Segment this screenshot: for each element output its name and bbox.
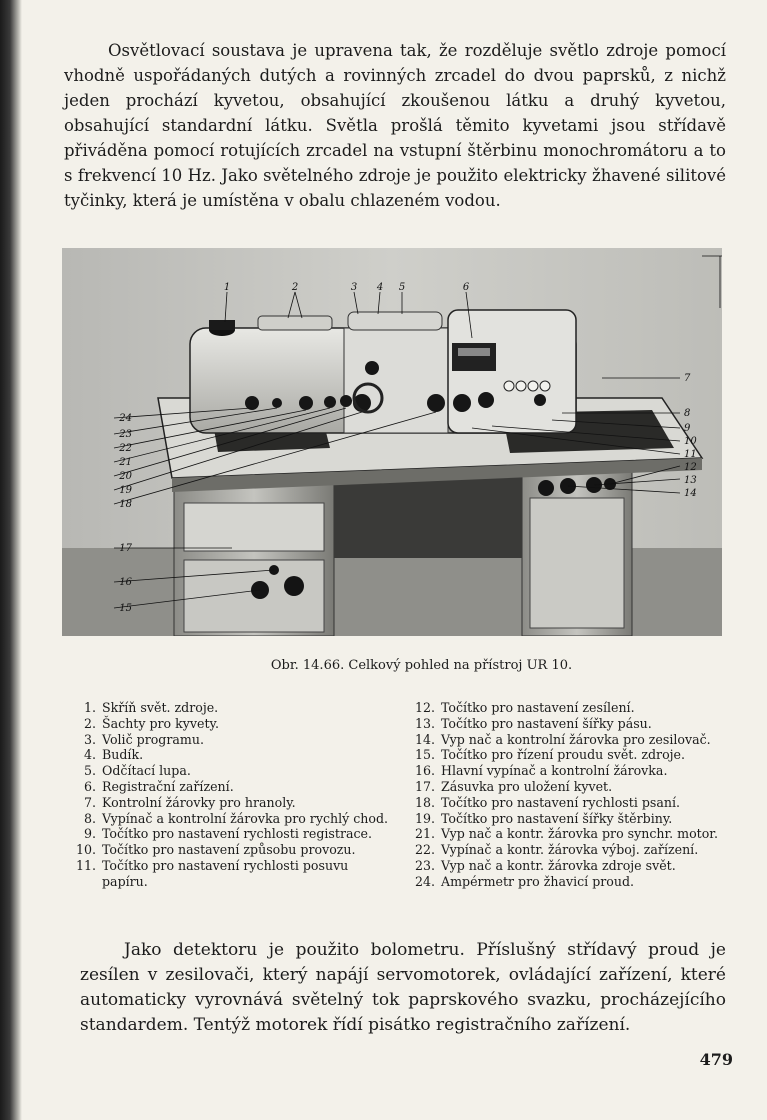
legend-number: 5. [83, 763, 96, 779]
legend-item [412, 811, 734, 827]
legend-text: Točítko pro nastavení rychlosti psaní. [441, 794, 681, 810]
callout-number: 20 [119, 471, 132, 482]
callout-number: 6 [462, 282, 470, 293]
legend-item [73, 732, 393, 748]
legend-number: 9. [83, 826, 96, 842]
legend-number: 13. [414, 715, 435, 731]
legend-number: 16. [414, 763, 435, 779]
figure-caption: Obr. 14.66. Celkový pohled na přístroj UR 10. [270, 658, 573, 673]
legend-text: Budík. [102, 747, 144, 763]
legend-item [412, 826, 734, 842]
legend-item [412, 732, 734, 748]
legend-item [73, 779, 393, 795]
legend-number: 4. [83, 747, 96, 763]
legend-text: Skříň svět. zdroje. [102, 700, 219, 715]
intro-text: Osvětlovací soustava je upravena tak, že rozděluje světlo zdroje pomocí vhodně uspořádaných dutých a rovinných zrcadel do dvou paprsků, z nichž jeden prochází kyvetou, obsahující zkoušenou látku a druhý kyvetou, obsahující standardní látku. Světla prošlá těmito kyvetami jsou střídavě přiváděna pomocí rotujících zrcadel na vstupní štěrbinu monochromátoru a to s frekvencí 10 Hz. Jako světelného zdroje je použito elektricky žhavené silitové tyčinky, která je umístěna v obalu chlazeném vodou. [64, 41, 726, 210]
legend-text: Točítko pro nastavení šířky pásu. [441, 715, 652, 731]
closing-paragraph [80, 938, 726, 1038]
legend-number: 24. [414, 873, 435, 889]
page-number: 479 [699, 1050, 733, 1069]
legend-item [73, 811, 393, 827]
legend-number: 7. [83, 794, 96, 810]
legend-item [412, 842, 734, 858]
legend-item [412, 779, 734, 795]
legend-item [412, 874, 734, 890]
legend-item [73, 747, 393, 763]
legend-text: Registrační zařízení. [102, 778, 234, 794]
legend-text: Točítko pro nastavení zesílení. [441, 700, 635, 715]
callout-number: 24 [119, 413, 132, 424]
legend-number: 22. [414, 842, 435, 858]
legend-number: 21. [414, 826, 435, 842]
legend-item [412, 747, 734, 763]
callout-number: 12 [684, 462, 697, 473]
legend-number: 14. [414, 731, 435, 747]
legend-text: Vypínač a kontr. žárovka výboj. zařízení. [441, 842, 699, 858]
callout-number: 3 [350, 282, 358, 293]
legend-text: Točítko pro nastavení šířky štěrbiny. [441, 810, 673, 826]
legend-text: Točítko pro řízení proudu svět. zdroje. [441, 747, 686, 763]
callout-number: 15 [119, 603, 132, 614]
callout-number: 22 [119, 443, 132, 454]
legend-number: 11. [75, 857, 96, 873]
legend-text: Zásuvka pro uložení kyvet. [441, 778, 613, 794]
callout-number: 18 [119, 499, 132, 510]
legend-number: 18. [414, 794, 435, 810]
legend-right-column [412, 700, 734, 890]
callout-number: 17 [119, 543, 132, 554]
callout-number: 14 [684, 488, 697, 499]
legend-item [412, 858, 734, 874]
callout-number: 13 [684, 475, 697, 486]
legend-item [73, 716, 393, 732]
legend-number: 1. [83, 700, 96, 715]
legend-left-column [73, 700, 393, 890]
legend-item [73, 842, 393, 858]
legend-text: Vyp nač a kontrolní žárovka pro zesilovač. [441, 731, 711, 747]
legend-number: 10. [75, 842, 96, 858]
legend-item [73, 700, 393, 716]
legend-item [412, 795, 734, 811]
legend-number: 23. [414, 857, 435, 873]
callout-number: 16 [119, 577, 132, 588]
instrument-photo [62, 248, 722, 636]
callout-number: 19 [119, 485, 132, 496]
callout-number: 1 [223, 282, 231, 293]
legend-item [412, 716, 734, 732]
legend-number: 12. [414, 700, 435, 715]
callout-number: 21 [119, 457, 132, 468]
legend-item [73, 858, 393, 890]
callout-number: 4 [376, 282, 384, 293]
callout-number: 8 [684, 408, 691, 419]
legend-text: Odčítací lupa. [102, 763, 191, 779]
legend-number: 17. [414, 778, 435, 794]
legend-item [73, 763, 393, 779]
intro-paragraph [64, 38, 726, 213]
legend-number: 8. [83, 810, 96, 826]
book-binding-shadow [0, 0, 22, 1120]
legend-number: 3. [83, 731, 96, 747]
legend-text: Vyp nač a kontr. žárovka pro synchr. motor. [441, 826, 718, 842]
legend-text: Točítko pro nastavení rychlosti registrace. [102, 826, 372, 842]
callout-number: 2 [291, 282, 299, 293]
legend-text: Kontrolní žárovky pro hranoly. [102, 794, 296, 810]
legend-item [412, 700, 734, 716]
legend-text: Točítko pro nastavení způsobu provozu. [102, 842, 356, 858]
legend-number: 2. [83, 715, 96, 731]
legend-text: Točítko pro nastavení rychlosti posuvu papíru. [102, 857, 349, 889]
legend-item [73, 826, 393, 842]
legend-item [412, 763, 734, 779]
legend-text: Volič programu. [102, 731, 204, 747]
legend-number: 19. [414, 810, 435, 826]
legend-text: Šachty pro kyvety. [102, 715, 219, 731]
legend-text: Vyp nač a kontr. žárovka zdroje svět. [441, 857, 676, 873]
legend-text: Hlavní vypínač a kontrolní žárovka. [441, 763, 668, 779]
callout-number: 7 [684, 373, 691, 384]
callout-number: 10 [684, 436, 697, 447]
legend-number: 15. [414, 747, 435, 763]
callout-number: 23 [119, 429, 132, 440]
legend-text: Ampérmetr pro žhavicí proud. [441, 873, 635, 889]
legend-number: 6. [83, 778, 96, 794]
callout-number: 5 [398, 282, 406, 293]
legend-item [73, 795, 393, 811]
closing-text: Jako detektoru je použito bolometru. Příslušný střídavý proud je zesílen v zesilovači, který napájí servomotorek, ovládající zařízení, které automaticky vyrovnává světelný tok paprskového svazku, procházejícího standardem. Tentýž motorek řídí pisátko registračního zařízení. [80, 940, 726, 1035]
legend-text: Vypínač a kontrolní žárovka pro rychlý chod. [102, 810, 389, 826]
callout-number: 9 [684, 423, 691, 434]
callout-number: 11 [684, 449, 697, 460]
